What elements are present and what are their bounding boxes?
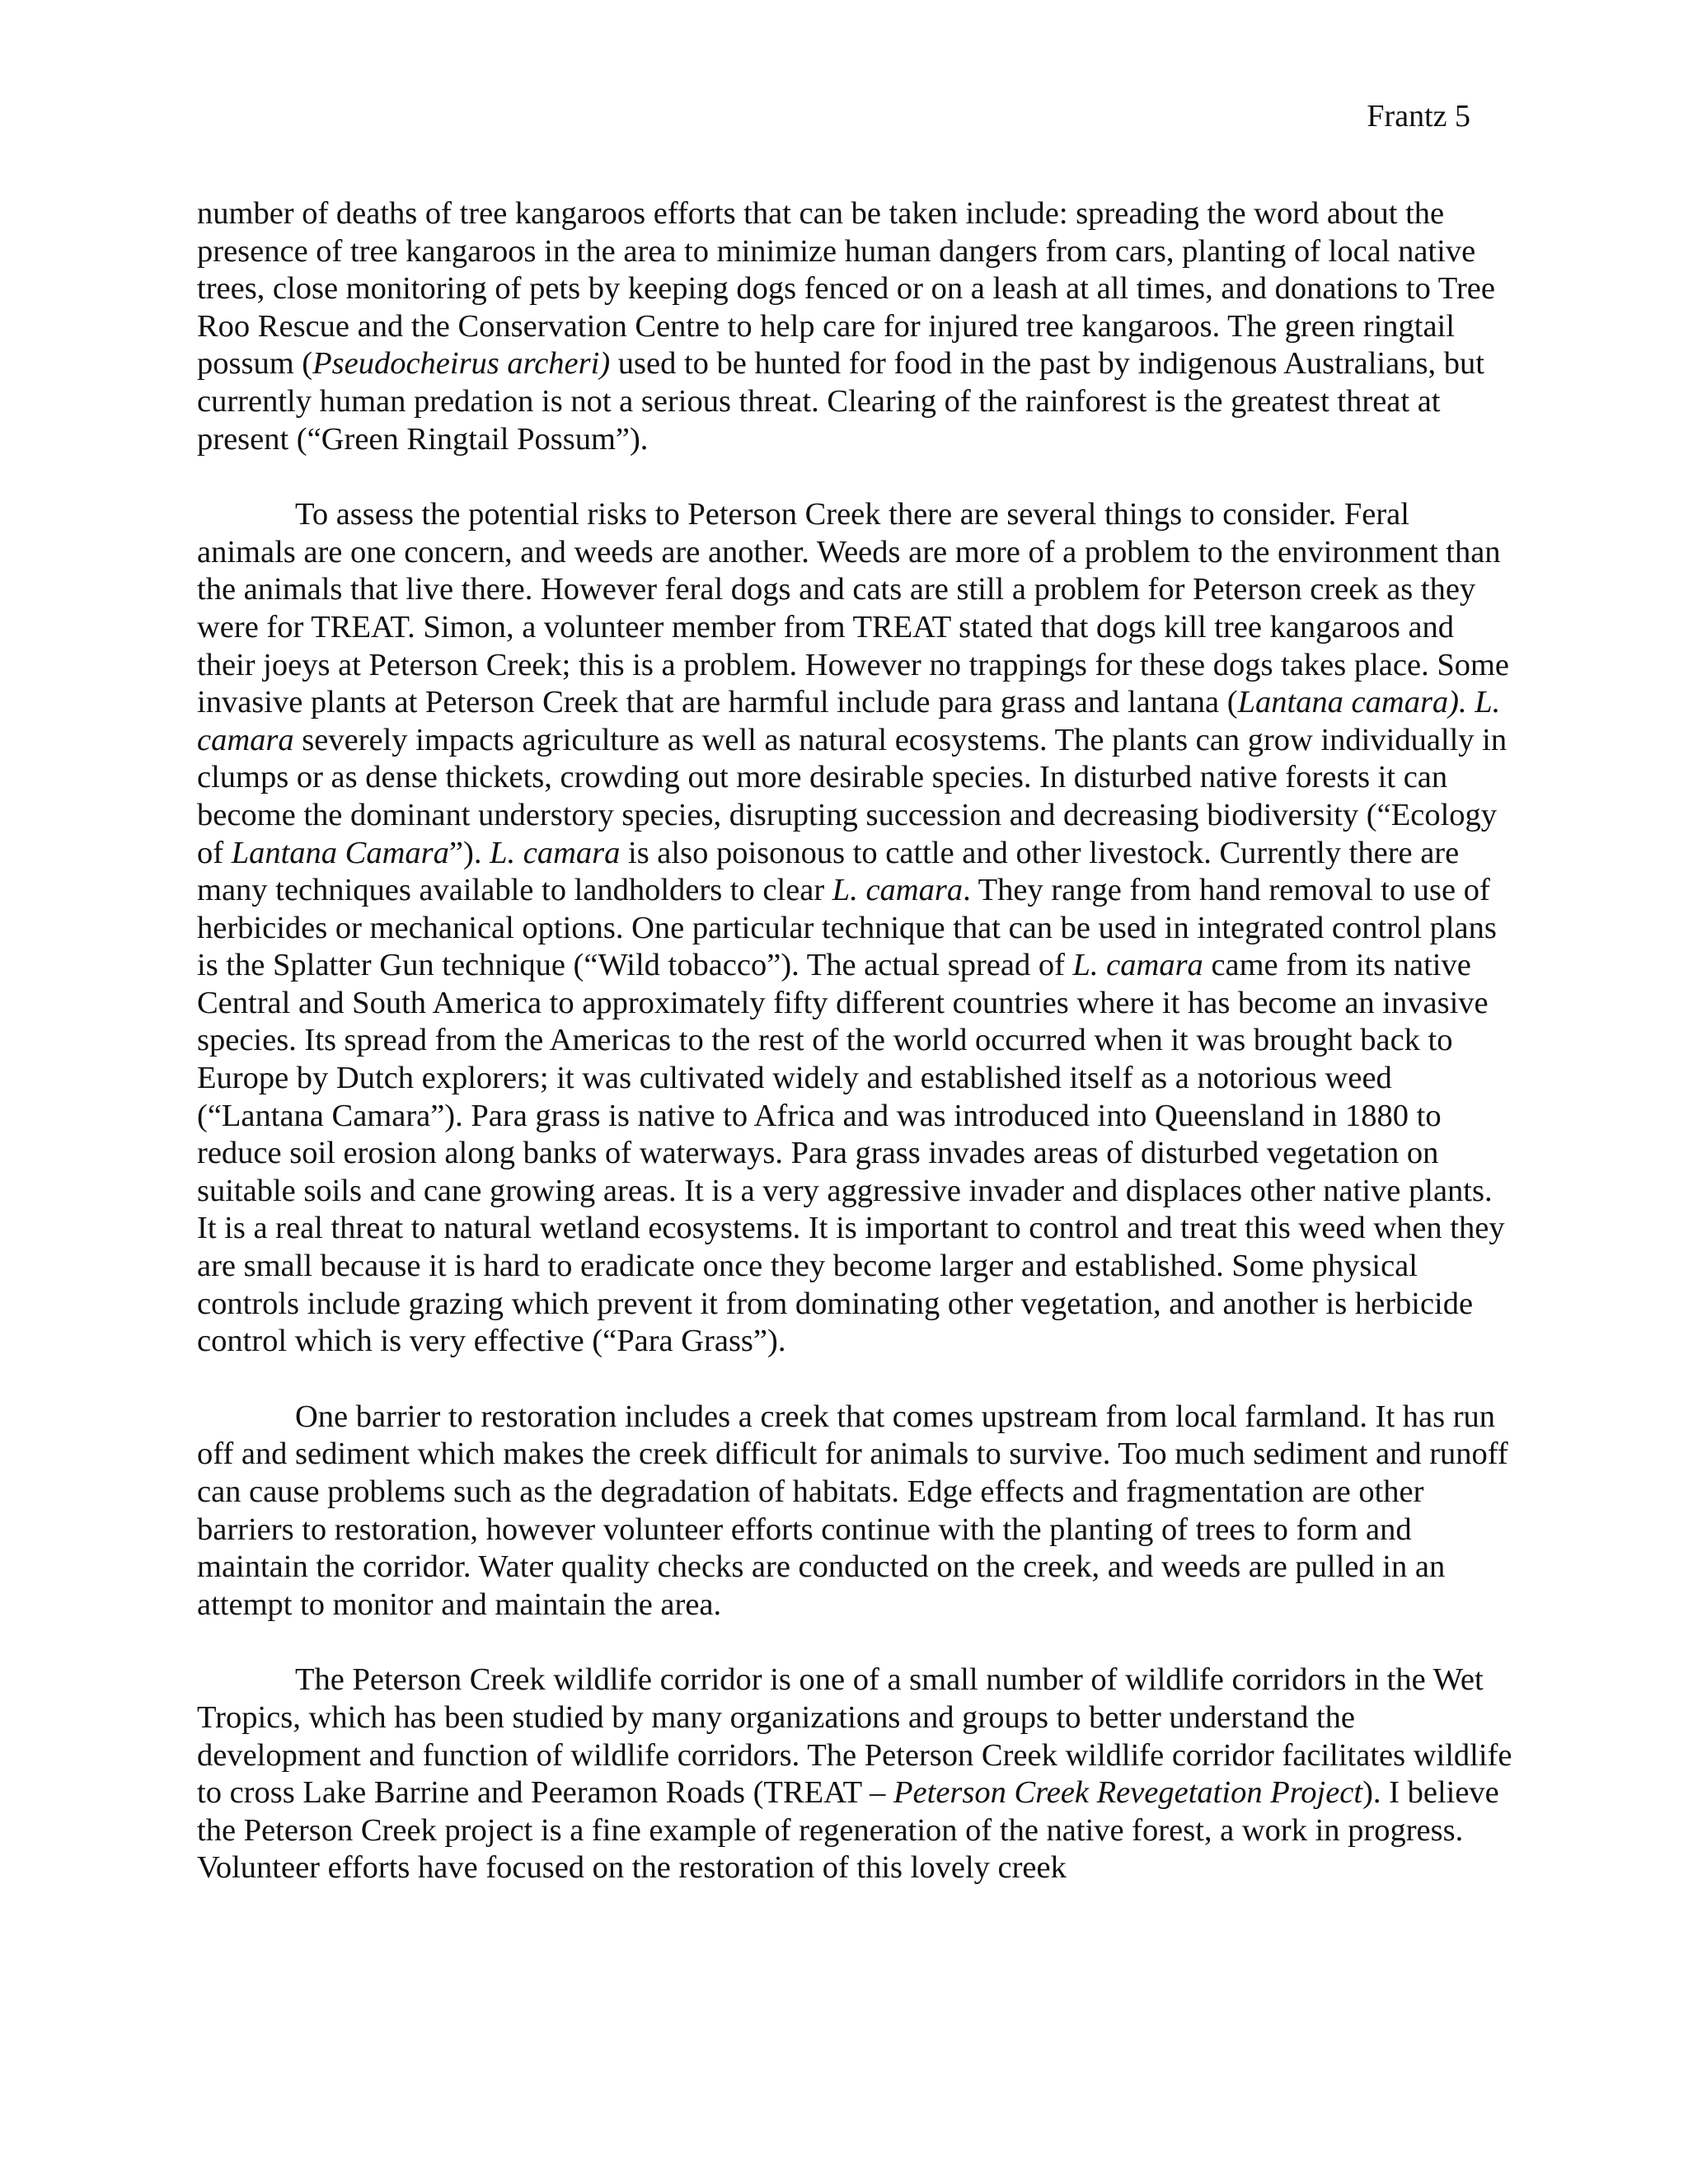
italic-text-segment: Lantana Camara [231, 835, 449, 870]
paragraph-p3 [197, 1399, 1516, 1624]
text-segment: ). I believe the Peterson Creek project is a fine example of regeneration of the native forest, a work in progress. Volunteer efforts have focused on the restoration of this lovely creek [197, 1775, 1499, 1886]
text-segment: number of deaths of tree kangaroos efforts that can be taken include: spreading the word about the presence of tree kangaroos in the area to minimize human dangers from cars, planting of local native trees, close monitoring of pets by keeping dogs fenced or on a leash at all times, and donations to Tree Roo Rescue and the Conservation Centre to help care for injured tree kangaroos. The green ringtail possum ( [197, 196, 1495, 382]
italic-text-segment: Lantana camara). L. camara [197, 685, 1501, 757]
paragraph-p1 [197, 195, 1516, 458]
text-segment: The Peterson Creek wildlife corridor is one of a small number of wildlife corridors in the Wet Tropics, which has been studied by many organizations and groups to better understand the development and function of wildlife corridors. The Peterson Creek wildlife corridor facilitates wildlife to cross Lake Barrine and Peeramon Roads (TREAT – [197, 1662, 1512, 1811]
text-segment: To assess the potential risks to Peterson Creek there are several things to consider. Feral animals are one concern, and weeds are another. Weeds are more of a problem to the environment than the animals that live there. However feral dogs and cats are still a problem for Peterson creek as they were for TREAT. Simon, a volunteer member from TREAT stated that dogs kill tree kangaroos and their joeys at Peterson Creek; this is a problem. However no trappings for these dogs takes place. Some invasive plants at Peterson Creek that are harmful include para grass and lantana ( [197, 497, 1510, 720]
text-segment: is also poisonous to cattle and other livestock. Currently there are many techniques available to landholders to clear [197, 835, 1460, 908]
italic-text-segment: Pseudocheirus archeri) [312, 346, 611, 382]
italic-text-segment: L. camara [1072, 948, 1203, 983]
paragraph-p2 [197, 496, 1516, 1361]
paragraph-p4 [197, 1661, 1516, 1887]
text-segment: One barrier to restoration includes a creek that comes upstream from local farmland. It has run off and sediment which makes the creek difficult for animals to survive. Too much sediment and runoff can cause problems such as the degradation of habitats. Edge effects and fragmentation are other barriers to restoration, however volunteer efforts continue with the planting of trees to form and maintain the corridor. Water quality checks are conducted on the creek, and weeds are pulled in an attempt to monitor and maintain the area. [197, 1399, 1508, 1622]
italic-text-segment: Peterson Creek Revegetation Project [893, 1775, 1363, 1811]
page-header: Frantz 5 [1367, 99, 1470, 134]
text-segment: used to be hunted for food in the past by indigenous Australians, but currently human predation is not a serious threat. Clearing of the rainforest is the greatest threat at present (“Green Ringtail Possum”). [197, 346, 1484, 457]
text-segment: came from its native Central and South America to approximately fifty different countries where it has become an invasive species. Its spread from the Americas to the rest of the world occurred when it was brought back to Europe by Dutch explorers; it was cultivated widely and established itself as a notorious weed (“Lantana Camara”). Para grass is native to Africa and was introduced into Queensland in 1880 to reduce soil erosion along banks of waterways. Para grass invades areas of disturbed vegetation on suitable soils and cane growing areas. It is a very aggressive invader and displaces other native plants. It is a real threat to natural wetland ecosystems. It is important to control and treat this weed when they are small because it is hard to eradicate once they become larger and established. Some physical controls include grazing which prevent it from dominating other vegetation, and another is herbicide control which is very effective (“Para Grass”). [197, 948, 1505, 1359]
italic-text-segment: L. camara [490, 835, 621, 870]
text-segment: ”). [448, 835, 490, 870]
document-body [197, 195, 1516, 1887]
text-segment: . They range from hand removal to use of herbicides or mechanical options. One particular technique that can be used in integrated control plans is the Splatter Gun technique (“Wild tobacco”). The actual spread of [197, 873, 1497, 983]
text-segment: severely impacts agriculture as well as natural ecosystems. The plants can grow individually in clumps or as dense thickets, crowding out more desirable species. In disturbed native forests it can become the dominant understory species, disrupting succession and decreasing biodiversity (“Ecology of [197, 722, 1507, 870]
italic-text-segment: L. camara [832, 873, 964, 908]
